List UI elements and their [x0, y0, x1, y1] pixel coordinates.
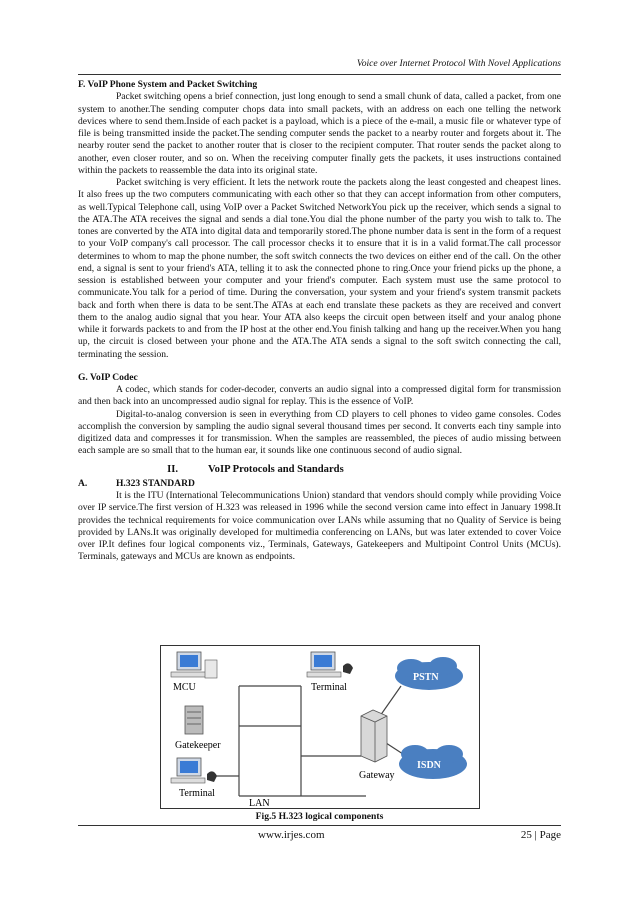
h323-figure: [160, 645, 480, 809]
figure-caption: Fig.5 H.323 logical components: [255, 811, 384, 822]
section-g-paragraph-1: A codec, which stands for coder-decoder, converts an audio signal into a compressed digital form for transmission and then back into an uncompressed audio signal for replay. This is the essence of VoIP.: [78, 384, 561, 408]
header-rule: [78, 74, 561, 75]
h323-diagram: [161, 646, 479, 808]
section-f-heading: F. VoIP Phone System and Packet Switching: [78, 79, 258, 90]
section-ii-heading: [78, 464, 561, 476]
footer-page-number: 25 | Page: [520, 829, 561, 841]
isdn-label: ISDN: [417, 760, 441, 771]
mcu-label: MCU: [173, 682, 196, 693]
gateway-icon: [361, 710, 387, 762]
section-a-title: H.323 STANDARD: [116, 477, 195, 489]
gatekeeper-label: Gatekeeper: [175, 740, 221, 751]
terminal-bottom-icon: [171, 758, 217, 783]
footer-rule: [78, 825, 561, 826]
mcu-computer-icon: [171, 652, 217, 678]
terminal-bottom-label: Terminal: [179, 788, 215, 799]
section-a-paragraph-1: It is the ITU (International Telecommunications Union) standard that vendors should comply while providing Voice over IP service.The first version of H.323 was released in 1996 while the second version came into effect in January 1998.It provides the technical requirements for voice communication over LANs while assuming that no Quality of Service is being provided by LANs.It was originally developed for multimedia conferencing on LANs, but was later extended to cover Voice over IP.It defines four logical components viz., Terminals, Gateways, Gatekeepers and Multipoint Control Units (MCUs). Terminals, gateways and MCUs are known as endpoints.: [78, 490, 561, 563]
gatekeeper-icon: [185, 706, 203, 734]
section-f-paragraph-1: Packet switching opens a brief connection, just long enough to send a small chunk of data, called a packet, from one system to another.The sending computer chops data into small packets, with an address on each one telling the network devices where to send them.Inside of each packet is a payload, which is a piece of the e-mail, a music file or whatever type of file is being transmitted inside the packet.The sending computer sends the packet to a nearby router and forgets about it. The nearby router send the packet to another router that is closer to the recipient computer. That router sends the packet along to another, even closer router, and so on. When the receiving computer finally gets the packets, it uses instructions contained within the packets to reassemble the data into its original state.: [78, 91, 561, 176]
lan-label: LAN: [249, 798, 270, 808]
pstn-label: PSTN: [413, 672, 439, 683]
section-ii-number: II.: [167, 463, 178, 475]
section-g-paragraph-2: Digital-to-analog conversion is seen in everything from CD players to cell phones to video game consoles. Codes accomplish the conversion by sampling the audio signal several thousand times per second. It converts each tiny sample into digitized data and compresses it for transmission. When the samples are reassembled, the pieces of audio missing between each sample are so small that to the human ear, it sounds like one continuous second of audio signal.: [78, 408, 561, 457]
section-a-number: A.: [78, 477, 88, 489]
running-header: Voice over Internet Protocol With Novel Applications: [356, 58, 561, 69]
terminal-top-icon: [307, 652, 353, 677]
terminal-top-label: Terminal: [311, 682, 347, 693]
gateway-label: Gateway: [359, 770, 395, 781]
section-ii-title: VoIP Protocols and Standards: [208, 463, 344, 475]
section-f-paragraph-2: Packet switching is very efficient. It lets the network route the packets along the least congested and cheapest lines. It also frees up the two computers communicating with each other so that they can accept information from other computers, as well.Typical Telephone call, using VoIP over a Packet Switched NetworkYou pick up the receiver, which sends a signal to the ATA.The ATA receives the signal and sends a dial tone.You dial the phone number of the party you wish to talk to. The tones are converted by the ATA into digital data and temporarily stored.The phone number data is sent in the form of a request to your VoIP company's call processor. The call processor checks it to ensure that it is in a valid format.The call processor determines to whom to map the phone number, the soft switch connects the two devices on either end of the call. On the other end, a signal is sent to your friend's ATA, telling it to ask the connected phone to ring.Once your friend picks up the phone, a session is established between your computer and your friend's computer. Each system must use the same protocol to communicate.You talk for a period of time. During the conversation, your system and your friend's system transmit packets back and forth when there is data to be sent.The ATAs at each end translate these packets as they are received and convert them to the analog audio signal that you hear. Your ATA also keeps the circuit open between itself and your analog phone while it forwards packets to and from the IP host at the other end.You finish talking and hang up the receiver.When you hang up, the circuit is closed between your phone and the ATA.The ATA sends a signal to the soft switch connecting the call, terminating the session.: [78, 177, 561, 360]
article-body: [78, 79, 561, 564]
footer-url: www.irjes.com: [258, 829, 325, 841]
section-g-heading: G. VoIP Codec: [78, 371, 138, 383]
section-a-heading: [78, 478, 561, 490]
